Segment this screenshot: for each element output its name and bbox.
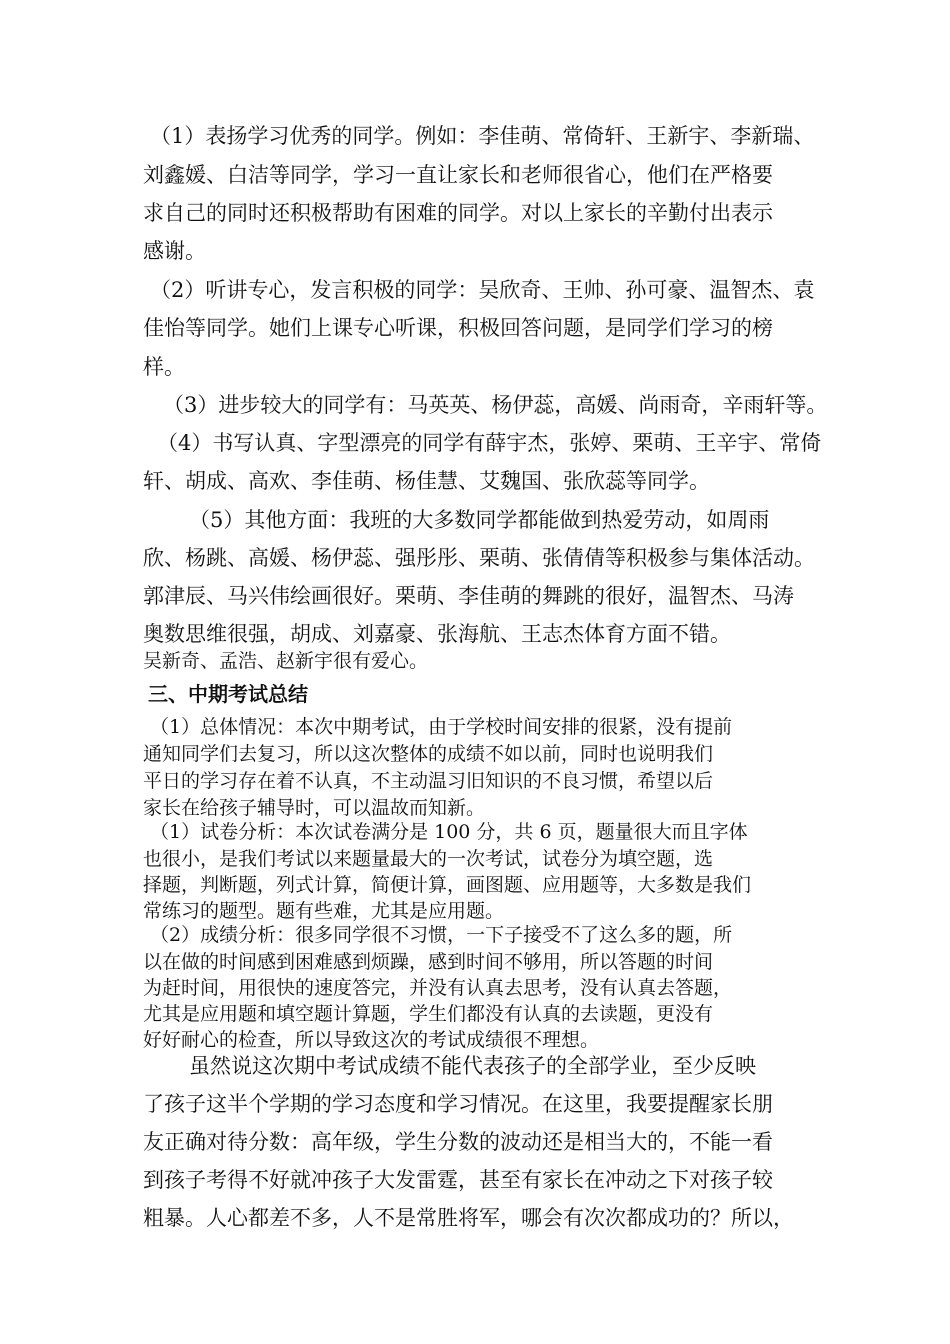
praise-other-line-1: （5）其他方面：我班的大多数同学都能做到热爱劳动，如周雨 <box>189 508 770 532</box>
overall-line-3: 平日的学习存在着不认真，不主动温习旧知识的不良习惯，希望以后 <box>143 770 714 792</box>
praise-attentive-line-1: （2）听讲专心，发言积极的同学：吴欣奇、王帅、孙可豪、温智杰、袁 <box>150 278 815 302</box>
praise-handwriting-line-1: （4）书写认真、字型漂亮的同学有薛宇杰，张婷、栗萌、王辛宇、常倚 <box>157 431 822 455</box>
praise-other-line-4: 奥数思维很强，胡成、刘嘉豪、张海航、王志杰体育方面不错。 <box>143 622 731 646</box>
praise-excellent-line-3: 求自己的同时还积极帮助有困难的同学。对以上家长的辛勤付出表示 <box>143 201 773 225</box>
closing-line-1: 虽然说这次期中考试成绩不能代表孩子的全部学业，至少反映 <box>189 1054 756 1078</box>
paper-analysis-line-2: 也很小，是我们考试以来题量最大的一次考试，试卷分为填空题，选 <box>143 848 714 870</box>
praise-excellent-line-1: （1）表扬学习优秀的同学。例如：李佳萌、常倚轩、王新宇、李新瑞、 <box>150 124 815 148</box>
praise-handwriting-line-2: 轩、胡成、高欢、李佳萌、杨佳慧、艾魏国、张欣蕊等同学。 <box>143 469 710 493</box>
praise-other-line-2: 欣、杨跳、高媛、杨伊蕊、强彤彤、栗萌、张倩倩等积极参与集体活动。 <box>143 546 815 570</box>
paper-analysis-line-3: 择题，判断题，列式计算，简便计算，画图题、应用题等，大多数是我们 <box>143 874 752 896</box>
score-analysis-line-3: 为赶时间，用很快的速度答完，并没有认真去思考，没有认真去答题， <box>143 977 733 999</box>
paper-analysis-line-4: 常练习的题型。题有些难，尤其是应用题。 <box>143 900 505 922</box>
score-analysis-line-4: 尤其是应用题和填空题计算题，学生们都没有认真的去读题，更没有 <box>143 1003 714 1025</box>
overall-line-2: 通知同学们去复习，所以这次整体的成绩不如以前，同时也说明我们 <box>143 743 714 765</box>
paper-analysis-line-1: （1）试卷分析：本次试卷满分是 100 分，共 6 页，题量很大而且字体 <box>150 821 748 843</box>
section-three-heading: 三、中期考试总结 <box>148 682 308 706</box>
closing-line-2: 了孩子这半个学期的学习态度和学习情况。在这里，我要提醒家长朋 <box>143 1092 773 1116</box>
praise-progress-line-1: （3）进步较大的同学有：马英英、杨伊蕊，高媛、尚雨奇，辛雨轩等。 <box>163 393 828 417</box>
praise-attentive-line-2: 佳怡等同学。她们上课专心听课，积极回答问题，是同学们学习的榜 <box>143 316 773 340</box>
praise-excellent-line-4: 感谢。 <box>143 239 206 263</box>
closing-line-4: 到孩子考得不好就冲孩子大发雷霆，甚至有家长在冲动之下对孩子较 <box>143 1168 773 1192</box>
praise-other-line-5: 吴新奇、孟浩、赵新宇很有爱心。 <box>143 650 429 672</box>
praise-attentive-line-3: 样。 <box>143 355 185 379</box>
score-analysis-line-5: 好好耐心的检查，所以导致这次的考试成绩很不理想。 <box>143 1029 600 1051</box>
closing-line-3: 友正确对待分数：高年级，学生分数的波动还是相当大的，不能一看 <box>143 1130 773 1154</box>
score-analysis-line-1: （2）成绩分析：很多同学很不习惯，一下子接受不了这么多的题，所 <box>150 924 733 946</box>
overall-line-4: 家长在给孩子辅导时，可以温故而知新。 <box>143 797 486 819</box>
praise-excellent-line-2: 刘鑫媛、白洁等同学，学习一直让家长和老师很省心，他们在严格要 <box>143 163 773 187</box>
score-analysis-line-2: 以在做的时间感到困难感到烦躁，感到时间不够用，所以答题的时间 <box>143 951 714 973</box>
overall-line-1: （1）总体情况：本次中期考试，由于学校时间安排的很紧，没有提前 <box>150 716 733 738</box>
praise-other-line-3: 郭津辰、马兴伟绘画很好。栗萌、李佳萌的舞跳的很好，温智杰、马涛 <box>143 584 794 608</box>
closing-line-5: 粗暴。人心都差不多，人不是常胜将军，哪会有次次都成功的？所以， <box>143 1206 794 1230</box>
